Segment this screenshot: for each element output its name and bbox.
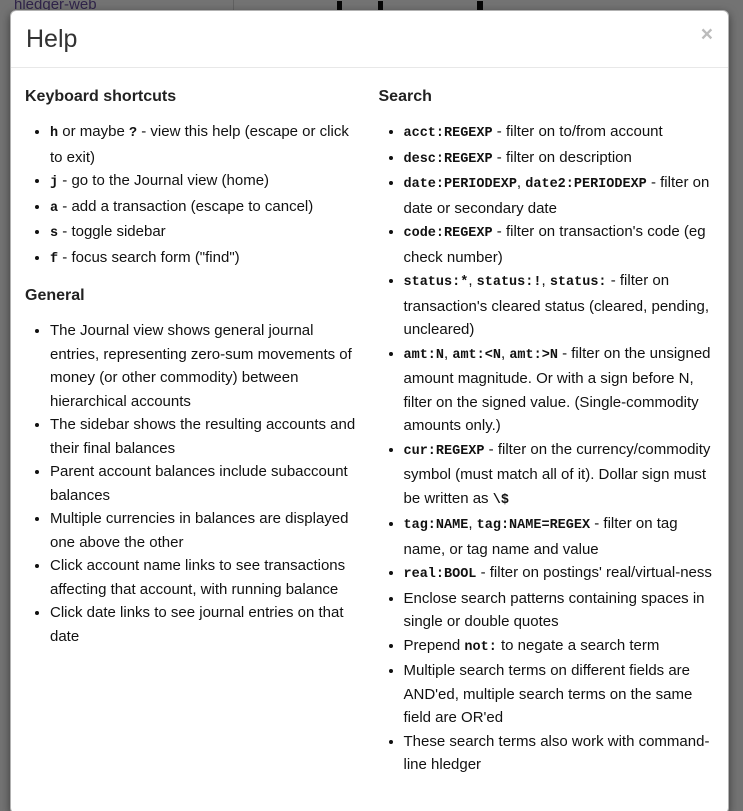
list-item — [404, 438, 715, 513]
code-term: acct:REGEXP — [403, 126, 493, 141]
list-item — [404, 120, 715, 146]
code-term: \$ — [492, 492, 509, 508]
list-item-text: - add a transaction (escape to cancel) — [58, 197, 314, 215]
list-item-text: - toggle sidebar — [58, 223, 166, 240]
right-column — [379, 86, 715, 793]
code-term: h — [50, 126, 59, 141]
list-item-text: - view this help (escape or click to exit) — [50, 123, 349, 166]
list-item-text: , — [500, 344, 510, 362]
close-icon[interactable]: × — [700, 23, 713, 46]
list-item-text: - filter on the currency/commodity symbol (must match all of it). Dollar sign must be written as — [403, 440, 711, 507]
code-term: tag:NAME=REGEX — [476, 518, 591, 533]
list-item — [50, 220, 361, 246]
list-item-text: The sidebar shows the resulting accounts and their final balances — [50, 416, 356, 457]
help-modal — [10, 10, 729, 811]
list-item — [404, 171, 715, 220]
list-item-text: Enclose search patterns containing spaces in single or double quotes — [403, 589, 705, 630]
list-item — [50, 319, 361, 413]
list-item-text: Click account name links to see transactions affecting that account, with running balance — [50, 557, 346, 598]
list-item-text: Multiple search terms on different fields are AND'ed, multiple search terms on the same field are OR'ed — [403, 662, 693, 726]
list-item — [404, 512, 715, 561]
section-heading: Search — [378, 88, 432, 105]
list-item — [50, 169, 361, 195]
code-term: ? — [128, 126, 138, 141]
list-item-text: , — [516, 174, 526, 191]
list-item — [50, 460, 361, 507]
code-term: cur:REGEXP — [403, 443, 485, 459]
list-item-text: - filter on date or secondary date — [403, 174, 710, 217]
list-item-text: - focus search form ("find") — [58, 248, 240, 266]
list-item-text: , — [541, 272, 550, 289]
list-item — [50, 120, 361, 169]
code-term: amt:>N — [509, 347, 558, 363]
code-term: s — [50, 226, 59, 241]
list-item-text: Click date links to see journal entries on that date — [50, 604, 344, 645]
code-term: tag:NAME — [403, 518, 469, 533]
list-item-text: - filter on to/from account — [492, 123, 663, 140]
list-item-text: , — [468, 272, 477, 289]
list-item — [404, 634, 715, 660]
list-item — [50, 554, 361, 601]
list-item-text: - filter on transaction's code (eg check number) — [403, 223, 706, 266]
left-column — [25, 86, 361, 793]
code-term: a — [50, 200, 59, 216]
code-term: status: — [549, 275, 607, 290]
list-item-text: - go to the Journal view (home) — [58, 172, 270, 189]
list-item — [404, 587, 715, 634]
list-item — [404, 561, 715, 587]
section-heading: General — [25, 287, 85, 304]
section-heading: Keyboard shortcuts — [25, 88, 177, 105]
list-item-text: , — [444, 344, 453, 362]
list-item-text: - filter on postings' real/virtual-ness — [476, 564, 712, 581]
list-item-text: - filter on the unsigned amount magnitude. Or with a sign before N, filter on the signed value. (Single-commodity amounts only.) — [403, 344, 711, 434]
list-item — [50, 507, 361, 554]
list-item — [50, 195, 361, 221]
list-item — [50, 246, 361, 272]
list-item-text: Multiple currencies in balances are displayed one above the other — [50, 510, 349, 551]
list-item-text: - filter on description — [492, 148, 632, 166]
modal-body — [11, 68, 728, 811]
list-item-text: Parent account balances include subaccount balances — [50, 463, 348, 504]
help-list — [25, 120, 361, 271]
code-term: j — [50, 175, 59, 190]
code-term: not: — [464, 639, 497, 655]
modal-title: Help — [26, 25, 78, 53]
list-item-text: The Journal view shows general journal entries, representing zero-sum movements of money (or other commodity) between hierarchical accounts — [50, 322, 352, 410]
list-item-text: - filter on transaction's cleared status (cleared, pending, uncleared) — [403, 272, 710, 338]
help-list — [25, 319, 361, 648]
list-item-text: , — [468, 515, 477, 532]
code-term: date2:PERIODEXP — [525, 177, 647, 192]
list-item — [404, 730, 715, 777]
code-term: amt:N — [403, 347, 445, 363]
help-list — [379, 120, 715, 777]
code-term: date:PERIODEXP — [403, 177, 517, 192]
list-item-text: Prepend — [403, 636, 465, 654]
modal-header — [11, 11, 728, 68]
list-item — [404, 269, 715, 342]
list-item — [50, 413, 361, 460]
code-term: f — [50, 251, 59, 267]
code-term: code:REGEXP — [403, 226, 493, 241]
code-term: real:BOOL — [403, 567, 477, 582]
code-term: desc:REGEXP — [403, 151, 493, 167]
code-term: status:* — [403, 275, 469, 290]
list-item-text: - filter on tag name, or tag name and value — [403, 515, 678, 558]
list-item — [404, 342, 715, 438]
list-item — [404, 659, 715, 730]
list-item-text: or maybe — [58, 123, 129, 140]
list-item — [50, 601, 361, 648]
list-item — [404, 220, 715, 269]
list-item-text: to negate a search term — [496, 636, 660, 654]
list-item — [404, 146, 715, 172]
code-term: amt:<N — [452, 347, 501, 363]
list-item-text: These search terms also work with command-line hledger — [403, 732, 710, 773]
code-term: status:! — [476, 275, 542, 290]
